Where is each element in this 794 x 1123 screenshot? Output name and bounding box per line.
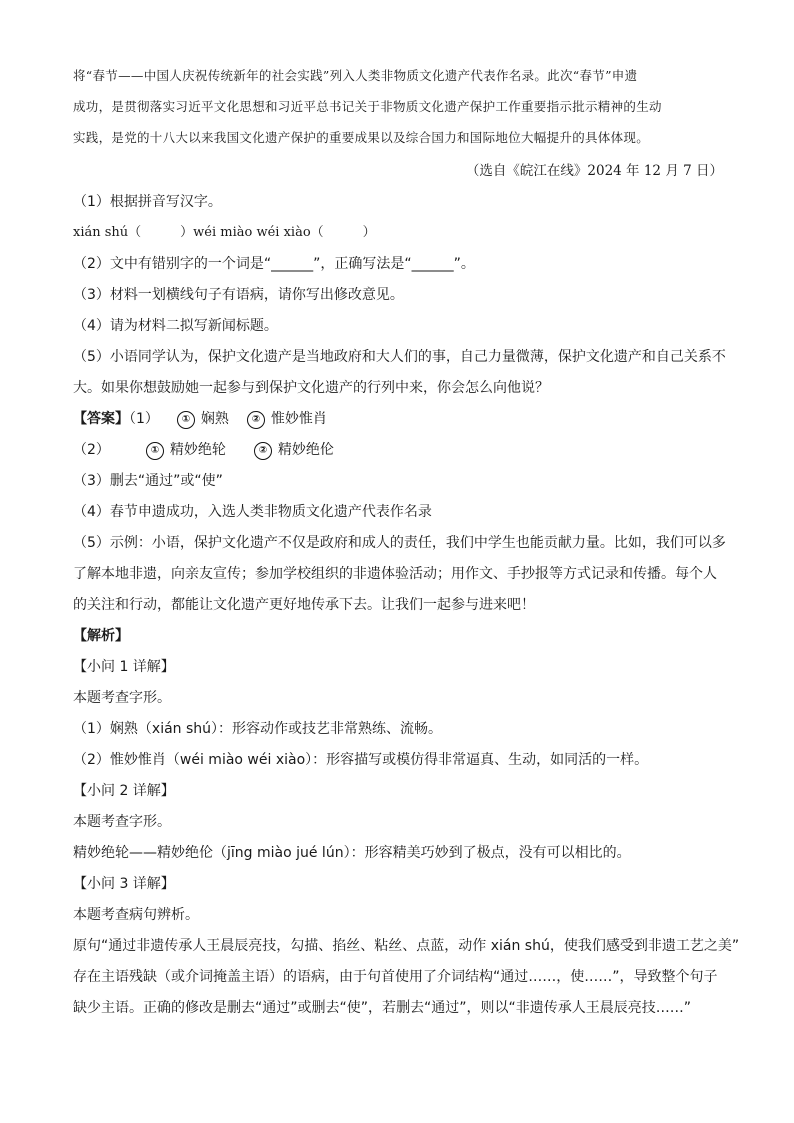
subquestion-2-line-1: 精妙绝轮——精妙绝伦（jīng miào jué lún）：形容精美巧妙到了极点，没有可以相比的。: [73, 845, 631, 861]
material-line-2: 成功，是贯彻落实习近平文化思想和习近平总书记关于非物质文化遗产保护工作重要指示批示精神的生动: [73, 99, 662, 114]
answer-1-row: [73, 409, 327, 429]
subquestion-1-line-1: （1）娴熟（xián shú）：形容动作或技艺非常熟练、流畅。: [73, 721, 443, 737]
answer-2-value-2: 精妙绝伦: [277, 442, 334, 458]
circled-number-1: ①: [146, 442, 164, 460]
subquestion-2-intro: 本题考查字形。: [73, 814, 171, 830]
answer-1-value-1: 娴熟: [200, 411, 229, 427]
analysis-label: 【解析】: [73, 628, 129, 644]
subquestion-3-line-2: 存在主语残缺（或介词掩盖主语）的语病，由于句首使用了介词结构“通过……，使……”，导致整个句子: [73, 969, 718, 985]
source-citation: （选自《皖江在线》2024 年 12 月 7 日）: [465, 163, 723, 179]
subquestion-1-line-2: （2）惟妙惟肖（wéi miào wéi xiào）：形容描写或模仿得非常逼真、生动，如同活的一样。: [73, 752, 649, 768]
answer-label: 【答案】: [73, 411, 129, 427]
answer-2-row: [73, 440, 334, 460]
subquestion-3-title: 【小问 3 详解】: [73, 876, 175, 892]
question-2: （2）文中有错别字的一个词是“______”，正确写法是“______”。: [73, 256, 475, 272]
subquestion-1-title: 【小问 1 详解】: [73, 659, 175, 675]
circled-number-2: ②: [247, 411, 265, 429]
answer-3: （3）删去“通过”或“使”: [73, 473, 223, 489]
question-5-line-2: 大。如果你想鼓励她一起参与到保护文化遗产的行列中来，你会怎么向他说？: [73, 380, 549, 396]
subquestion-1-intro: 本题考查字形。: [73, 690, 171, 706]
question-1-pinyin: xián shú（ ）wéi miào wéi xiào（ ）: [73, 225, 376, 240]
question-5-line-1: （5）小语同学认为，保护文化遗产是当地政府和大人们的事，自己力量微薄，保护文化遗产和自己关系不: [73, 349, 726, 365]
subquestion-3-line-1: 原句“通过非遗传承人王晨辰亮技，勾描、掐丝、粘丝、点蓝，动作 xián shú，使我们感受到非遗工艺之美”: [73, 938, 740, 954]
answer-1-prefix: （1）: [129, 411, 159, 427]
circled-number-2: ②: [254, 442, 272, 460]
answer-2-value-1: 精妙绝轮: [169, 442, 226, 458]
material-line-3: 实践，是党的十八大以来我国文化遗产保护的重要成果以及综合国力和国际地位大幅提升的具体体现。: [73, 130, 650, 145]
answer-5-line-1: （5）示例：小语，保护文化遗产不仅是政府和成人的责任，我们中学生也能贡献力量。比如，我们可以多: [73, 535, 726, 551]
question-1: （1）根据拼音写汉字。: [73, 194, 222, 210]
circled-number-1: ①: [177, 411, 195, 429]
subquestion-2-title: 【小问 2 详解】: [73, 783, 175, 799]
answer-2-prefix: （2）: [73, 442, 110, 458]
answer-5-line-3: 的关注和行动，都能让文化遗产更好地传承下去。让我们一起参与进来吧！: [73, 597, 535, 613]
answer-5-line-2: 了解本地非遗，向亲友宣传；参加学校组织的非遗体验活动；用作文、手抄报等方式记录和传播。每个人: [73, 566, 717, 582]
subquestion-3-line-3: 缺少主语。正确的修改是删去“通过”或删去“使”，若删去“通过”，则以“非遗传承人王晨辰亮技……”: [73, 1000, 692, 1016]
answer-4: （4）春节申遗成功，入选人类非物质文化遗产代表作名录: [73, 504, 432, 520]
subquestion-3-intro: 本题考查病句辨析。: [73, 907, 199, 923]
question-3: （3）材料一划横线句子有语病，请你写出修改意见。: [73, 287, 404, 303]
question-4: （4）请为材料二拟写新闻标题。: [73, 318, 278, 334]
material-line-1: 将“春节——中国人庆祝传统新年的社会实践”列入人类非物质文化遗产代表作名录。此次“春节”申遗: [73, 68, 638, 83]
answer-1-value-2: 惟妙惟肖: [270, 411, 327, 427]
